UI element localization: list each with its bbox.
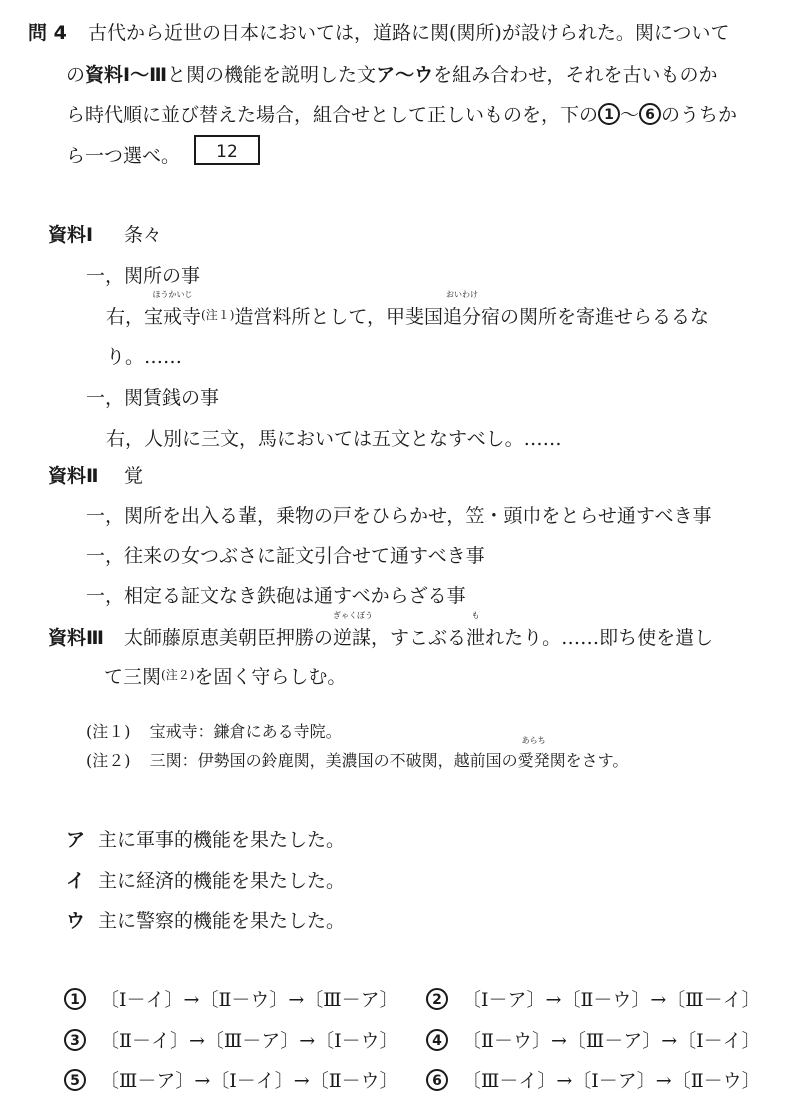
note2-text (149, 736, 629, 770)
material1-item1-body-post: 宿の関所を寄進せらるるな (481, 306, 710, 328)
question-line-2-post: を組み合わせ，それを古いものか (433, 64, 718, 86)
ruby-oiwake-reading: おいわけ (446, 290, 479, 299)
statement-a-label: ア (66, 829, 86, 851)
material1-item1-body (106, 290, 710, 329)
choice-2[interactable] (426, 985, 761, 1012)
ruby-houkaiji-reading: ほうかいじ (152, 290, 193, 299)
ruby-arachi-reading: あらち (521, 736, 546, 745)
statement-i (66, 866, 345, 893)
circled-number-first: 1 (598, 103, 620, 125)
choice-6-number: 6 (426, 1069, 448, 1091)
material3-body-pre: 太師藤原恵美朝臣押勝の (124, 627, 334, 649)
answer-box[interactable]: 12 (194, 135, 260, 165)
ruby-mo (466, 611, 486, 650)
material2-label: 資料Ⅱ (48, 465, 99, 487)
choice-6[interactable] (426, 1066, 761, 1093)
choice-5-number: 5 (64, 1069, 86, 1091)
material3-body-cont-pre: て三関 (104, 666, 162, 688)
material1-item1-body-pre: 右， (106, 306, 145, 328)
question-line-3-pre: ら時代順に並び替えた場合，組合せとして正しいものを，下の (66, 104, 599, 126)
statement-u (66, 906, 345, 933)
ruby-gyakubou-base: 逆謀 (333, 627, 372, 649)
materials-reference: 資料Ⅰ～Ⅲ (85, 64, 168, 86)
choice-4-text: 〔Ⅱ－ウ〕→〔Ⅲ－ア〕→〔Ⅰ－イ〕 (462, 1030, 761, 1052)
question-line-2-pre: の (66, 64, 86, 86)
ruby-gyakubou-reading: ぎゃくぼう (333, 611, 374, 620)
note1-text: 宝戒寺：鎌倉にある寺院。 (149, 722, 342, 741)
choice-3[interactable] (64, 1026, 399, 1053)
material2-item2: 一，往来の女つぶさに証文引合せて通すべき事 (86, 545, 485, 567)
material3-label: 資料Ⅲ (48, 627, 104, 649)
material3-body (124, 611, 714, 650)
choice-1-number: 1 (64, 988, 86, 1010)
question-line-3-tilde: ～ (620, 104, 640, 126)
ruby-mo-reading: も (471, 611, 480, 620)
question-line-3-post: のうちか (661, 104, 738, 126)
material2-title: 覚 (124, 465, 144, 487)
note2-label: (注２) (86, 751, 131, 770)
note2-reference: (注２) (161, 668, 195, 682)
statement-a (66, 825, 345, 852)
choice-2-number: 2 (426, 988, 448, 1010)
material1-title: 条々 (124, 224, 163, 246)
statement-a-text: 主に軍事的機能を果たした。 (98, 829, 346, 851)
note1 (86, 719, 342, 742)
material2-item1: 一，関所を出入る輩，乗物の戸をひらかせ，笠・頭巾をとらせ通すべき事 (86, 505, 712, 527)
ruby-arachi (517, 736, 550, 771)
note2 (86, 736, 629, 771)
ruby-arachi-base: 愛発 (517, 751, 550, 770)
question-line-4: ら一つ選べ。 (66, 145, 181, 167)
question-line-2 (66, 60, 718, 87)
material3-body-cont-post: を固く守らしむ。 (194, 666, 347, 688)
statement-u-text: 主に警察的機能を果たした。 (98, 910, 346, 932)
note1-label: (注１) (86, 722, 131, 741)
question-line-1: 古代から近世の日本においては，道路に関(関所)が設けられた。関について (88, 22, 730, 44)
choice-4[interactable] (426, 1026, 761, 1053)
choice-5-text: 〔Ⅲ－ア〕→〔Ⅰ－イ〕→〔Ⅱ－ウ〕 (100, 1070, 399, 1092)
material3-body-cont (104, 662, 346, 689)
note2-text-pre: 三関：伊勢国の鈴鹿関，美濃国の不破関，越前国の (149, 751, 518, 770)
material1-label: 資料Ⅰ (48, 224, 94, 246)
material3-body-mid: ，すこぶる (371, 627, 467, 649)
statement-u-label: ウ (66, 910, 86, 932)
ruby-houkaiji-base: 宝戒寺 (144, 306, 202, 328)
question-number: 問 4 (28, 22, 67, 44)
ruby-mo-base: 泄 (466, 627, 486, 649)
material1-item1-body-cont: り。…… (106, 346, 183, 368)
choice-5[interactable] (64, 1066, 399, 1093)
sentences-reference: ア～ウ (376, 64, 434, 86)
material1-item1-head: 一，関所の事 (86, 265, 201, 287)
ruby-houkaiji (144, 290, 202, 329)
ruby-oiwake (443, 290, 482, 329)
choice-3-number: 3 (64, 1029, 86, 1051)
statement-i-label: イ (66, 870, 86, 892)
note2-text-post: 関をさす。 (549, 751, 629, 770)
choice-4-number: 4 (426, 1029, 448, 1051)
note1-reference: (注１) (201, 308, 235, 322)
circled-number-last: 6 (639, 103, 661, 125)
material1-item1-body-mid: 造営料所として，甲斐国 (234, 306, 444, 328)
ruby-gyakubou (333, 611, 374, 650)
ruby-oiwake-base: 追分 (443, 306, 482, 328)
choice-6-text: 〔Ⅲ－イ〕→〔Ⅰ－ア〕→〔Ⅱ－ウ〕 (462, 1070, 761, 1092)
material1-item2-body: 右，人別に三文，馬においては五文となすべし。…… (106, 428, 562, 450)
material2-item3: 一，相定る証文なき鉄砲は通すべからざる事 (86, 585, 466, 607)
statement-i-text: 主に経済的機能を果たした。 (98, 870, 346, 892)
question-line-2-mid: と関の機能を説明した文 (167, 64, 377, 86)
choice-3-text: 〔Ⅱ－イ〕→〔Ⅲ－ア〕→〔Ⅰ－ウ〕 (100, 1030, 399, 1052)
material3-body-post: れたり。……即ち使を遣し (485, 627, 714, 649)
choice-2-text: 〔Ⅰ－ア〕→〔Ⅱ－ウ〕→〔Ⅲ－イ〕 (462, 989, 761, 1011)
question-line-3 (66, 100, 737, 127)
material1-item2-head: 一，関賃銭の事 (86, 387, 220, 409)
choice-1-text: 〔Ⅰ－イ〕→〔Ⅱ－ウ〕→〔Ⅲ－ア〕 (100, 989, 399, 1011)
choice-1[interactable] (64, 985, 399, 1012)
